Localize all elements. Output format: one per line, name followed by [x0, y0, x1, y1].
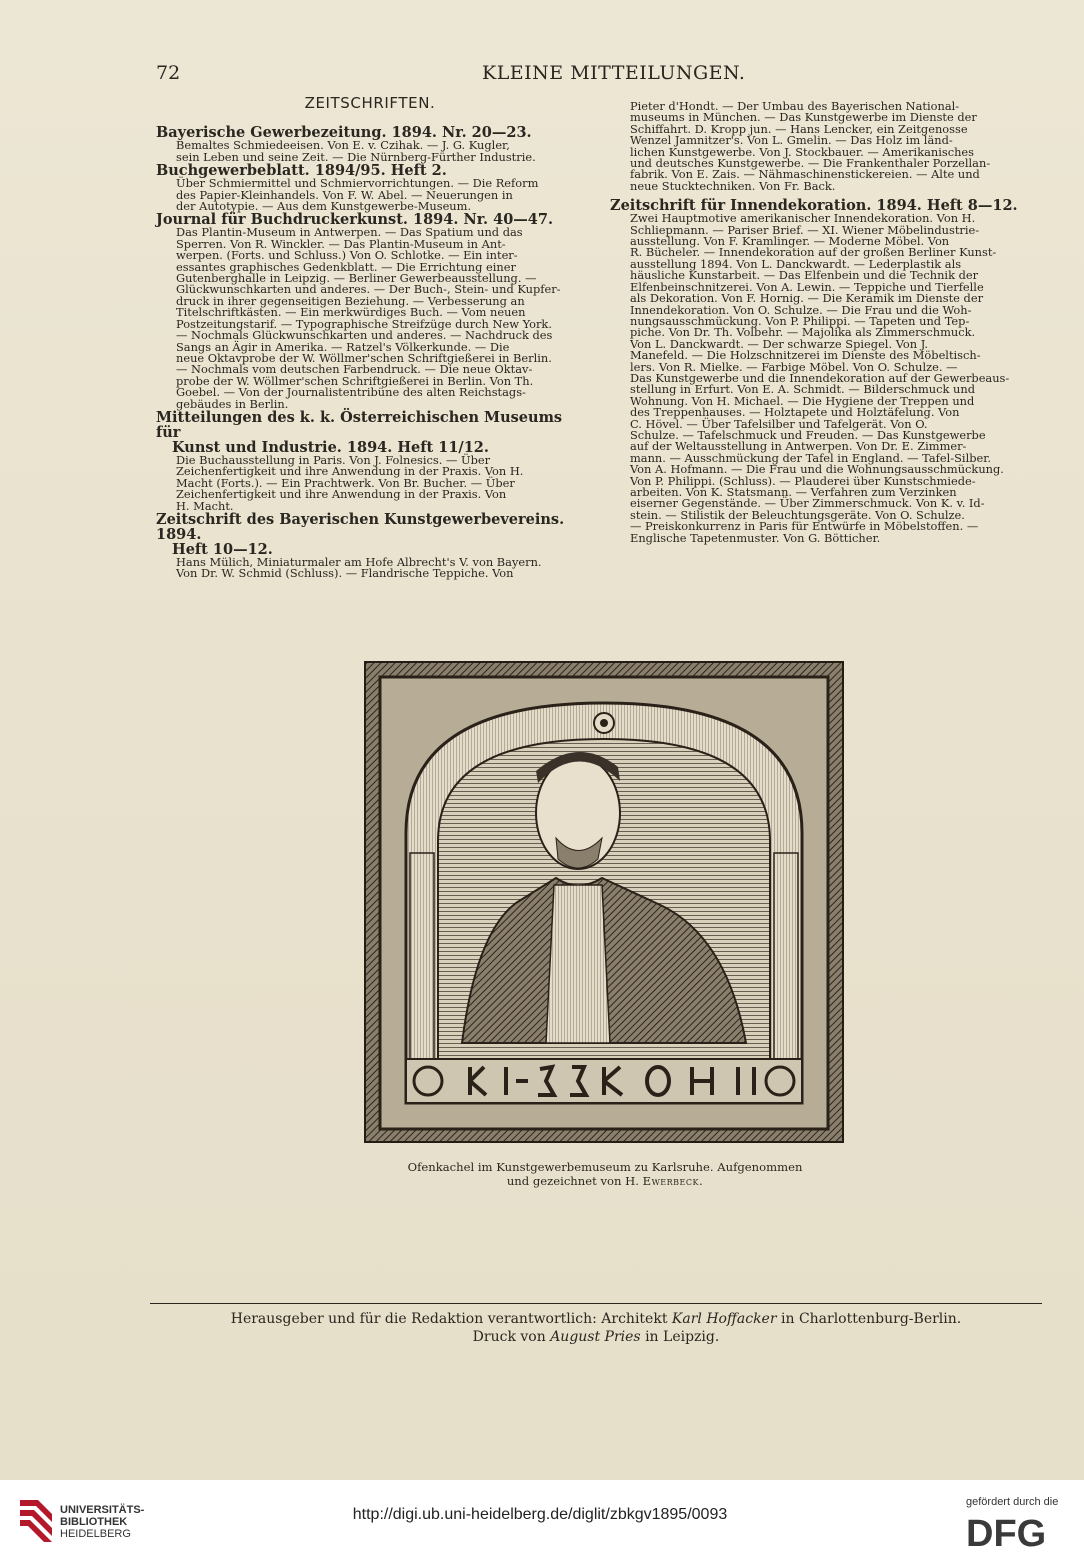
entry-line: Goebel. — Von der Journalistentribüne des alten Reichstags- — [176, 385, 526, 400]
stove-tile-engraving — [364, 661, 844, 1143]
imprint-text: in Charlottenburg-Berlin. — [776, 1311, 962, 1327]
entry-line: Wohnung. Von H. Michael. — Die Hygiene der Treppen und — [630, 393, 975, 408]
entry-line: Macht (Forts.). — Ein Prachtwerk. Von Br. Bucher. — Über — [176, 475, 515, 490]
entry-line: Glückwunschkarten und anderes. — Der Buch-, Stein- und Kupfer- — [176, 282, 561, 297]
entry-line: Das Kunstgewerbe und die Innendekoration auf der Gewerbeaus- — [630, 370, 1010, 385]
entry-line: Englische Tapetenmuster. Von G. Bötticher. — [630, 530, 881, 545]
entry-line: auf der Weltausstellung in Antwerpen. Von Dr. E. Zimmer- — [630, 439, 967, 454]
entry-line: häusliche Kunstarbeit. — Das Elfenbein und die Technik der — [630, 268, 979, 283]
right-column — [610, 101, 1044, 544]
library-name-line: BIBLIOTHEK — [60, 1516, 128, 1528]
permalink-url[interactable]: http://digi.ub.uni-heidelberg.de/diglit/zbkgv1895/0093 — [352, 1506, 728, 1523]
entry-line: Wenzel Jamnitzer's. Von L. Gmelin. — Das Holz im länd- — [630, 133, 953, 148]
entry-line: probe der W. Wöllmer'schen Schriftgießerei in Berlin. Von Th. — [176, 373, 534, 388]
library-name-line: UNIVERSITÄTS- — [60, 1504, 145, 1516]
entry-line: arbeiten. Von K. Statsmann. — Verfahren zum Verzinken — [630, 485, 957, 499]
entry-line: Von P. Philippi. (Schluss). — Plauderei über Kunstschmiede- — [630, 473, 976, 488]
entry-line: Zeichenfertigkeit und ihre Anwendung in der Praxis. Von H. — [176, 464, 524, 479]
entry-line: stein. — Stilistik der Beleuchtungsgeräte. Von O. Schulze. — [630, 507, 965, 522]
entry-line: und deutsches Kunstgewerbe. — Die Frankenthaler Porzellan- — [630, 156, 991, 171]
funded-by-label: gefördert durch die — [966, 1496, 1059, 1508]
figure-caption — [370, 1160, 840, 1188]
entry-line: — Nochmals vom deutschen Farbendruck. — Die neue Oktav- — [176, 362, 533, 377]
entry-line: mann. — Ausschmückung der Tafel in England. — Tafel-Silber. — [630, 450, 992, 465]
entry-line: Schiffahrt. D. Kropp jun. — Hans Lencker, ein Zeitgenosse — [630, 121, 968, 136]
journal-title: Buchgewerbeblatt. 1894/95. Heft 2. — [156, 162, 447, 180]
entry-line: Sperren. Von R. Winckler. — Das Plantin-Museum in Ant- — [176, 236, 506, 251]
entry-line: sein Leben und seine Zeit. — Die Nürnberg-Fürther Industrie. — [176, 149, 536, 164]
entry-line: ausstellung. Von F. Kramlinger. — Moderne Möbel. Von — [630, 234, 950, 249]
imprint-text: Druck von — [472, 1329, 551, 1345]
editor-name: Karl Hoffacker — [671, 1311, 777, 1327]
entry-line: Über Schmiermittel und Schmiervorrichtungen. — Die Reform — [176, 176, 539, 191]
artist-name: Ewerbeck. — [642, 1174, 704, 1188]
entry-line: stellung in Erfurt. Von E. A. Schmidt. — Bilderschmuck und — [630, 382, 976, 397]
entry-line: nungsausschmückung. Von P. Philippi. — Tapeten und Tep- — [630, 313, 970, 328]
university-library-logo-icon — [16, 1496, 56, 1548]
entry-line: Postzeitungstarif. — Typographische Streifzüge durch New York. — [176, 316, 552, 331]
digitization-footer — [0, 1480, 1084, 1565]
entry-line: eiserner Gegenstände. — Über Zimmerschmuck. Von K. v. Id- — [630, 496, 985, 511]
running-title: KLEINE MITTEILUNGEN. — [482, 62, 746, 84]
dfg-logo-text: DFG — [966, 1514, 1047, 1550]
imprint-text: Herausgeber und für die Redaktion verantwortlich: Architekt — [230, 1311, 672, 1327]
entry-line: — Preiskonkurrenz in Paris für Entwürfe in Möbelstoffen. — — [630, 519, 979, 534]
entry-line: Von L. Danckwardt. — Der schwarze Spiegel. Von J. — [630, 336, 928, 351]
entry-line: lers. Von R. Mielke. — Farbige Möbel. Von O. Schulze. — — [630, 359, 958, 374]
journal-title: Journal für Buchdruckerkunst. 1894. Nr. 40—47. — [156, 211, 554, 229]
dfg-logo-icon — [966, 1514, 1070, 1550]
entry-line: Das Plantin-Museum in Antwerpen. — Das Spatium und das — [176, 225, 523, 240]
entry-line: essantes graphisches Gedenkblatt. — Die Errichtung einer — [176, 259, 516, 274]
imprint-rule — [150, 1303, 1042, 1304]
entry-line: neue Stucktechniken. Von Fr. Back. — [630, 178, 836, 193]
entry-line: ausstellung 1894. Von L. Danckwardt. — Lederplastik als — [630, 256, 962, 271]
entry-line: des Papier-Kleinhandels. Von F. W. Abel. — Neuerungen in — [176, 187, 513, 202]
journal-title-line: Heft 10—12. — [172, 540, 273, 558]
entry-line: piche. Von Dr. Th. Volbehr. — Majolika als Zimmerschmuck. — [630, 325, 976, 340]
entry-line: Schulze. — Tafelschmuck und Freuden. — Das Kunstgewerbe — [630, 427, 986, 442]
imprint-text: in Leipzig. — [640, 1329, 720, 1345]
entry-line: — Nochmals Glückwunschkarten und anderes. — Nachdruck des — [176, 328, 553, 343]
journal-title: Zeitschrift für Innendekoration. 1894. Heft 8—12. — [610, 197, 1018, 215]
entry-line: Gutenberghalle in Leipzig. — Berliner Gewerbeausstellung. — — [176, 271, 537, 286]
entry-line: Pieter d'Hondt. — Der Umbau des Bayerischen National- — [630, 99, 960, 113]
imprint-line — [150, 1328, 1042, 1346]
journal-title-line: Zeitschrift des Bayerischen Kunstgewerbevereins. 1894. — [156, 510, 565, 543]
entry-line: als Dekoration. Von F. Hornig. — Die Keramik im Dienste der — [630, 291, 984, 306]
entry-line: C. Hövel. — Über Tafelsilber und Tafelgerät. Von O. — [630, 416, 928, 431]
entry-line: Bemaltes Schmiedeeisen. Von E. v. Czihak. — J. G. Kugler, — [176, 138, 510, 153]
imprint-line — [150, 1310, 1042, 1328]
entry-line: Titelschriftkästen. — Ein merkwürdiges Buch. — Vom neuen — [176, 305, 526, 320]
entry-line: Zwei Hauptmotive amerikanischer Innendekoration. Von H. — [630, 211, 976, 226]
entry-line: Zeichenfertigkeit und ihre Anwendung in der Praxis. Von — [176, 487, 507, 502]
engraving-illustration — [366, 663, 842, 1141]
library-name — [60, 1504, 144, 1540]
entry-line: fabrik. Von E. Zais. — Nähmaschinenstickereien. — Alte und — [630, 167, 980, 182]
entry-line: der Autotypie. — Aus dem Kunstgewerbe-Museum. — [176, 199, 472, 214]
entry-line: gebäudes in Berlin. — [176, 396, 289, 411]
page-number: 72 — [156, 62, 181, 84]
entry-line: Manefeld. — Die Holzschnitzerei im Dienste des Möbeltisch- — [630, 348, 981, 363]
journal-title — [156, 512, 584, 557]
section-title: ZEITSCHRIFTEN. — [304, 94, 436, 112]
entry-line: lichen Kunstgewerbe. Von J. Stockbauer. — Amerikanisches — [630, 144, 975, 159]
journal-title-line: Mitteilungen des k. k. Österreichischen Museums für — [156, 408, 563, 441]
entry-line: Innendekoration. Von O. Schulze. — Die Frau und die Woh- — [630, 302, 972, 317]
entry-line: Schliepmann. — Pariser Brief. — XI. Wiener Möbelindustrie- — [630, 222, 980, 237]
entry-line: Elfenbeinschnitzerei. Von A. Lewin. — Teppiche und Tierfelle — [630, 279, 984, 294]
left-column — [156, 94, 584, 581]
caption-line — [370, 1174, 840, 1188]
entry-line: Von Dr. W. Schmid (Schluss). — Flandrische Teppiche. Von — [176, 566, 514, 581]
entry-line: R. Bücheler. — Innendekoration auf der großen Berliner Kunst- — [630, 245, 997, 260]
entry-line: druck in ihrer gegenseitigen Beziehung. — Verbesserung an — [176, 293, 525, 308]
journal-title: Bayerische Gewerbezeitung. 1894. Nr. 20—23. — [156, 124, 532, 142]
journal-title — [156, 410, 584, 455]
entry-line: Hans Mülich, Miniaturmaler am Hofe Albrecht's V. von Bayern. — [176, 554, 542, 569]
entry-line: H. Macht. — [176, 498, 234, 513]
entry-line: des Treppenhauses. — Holztapete und Holztäfelung. Von — [630, 405, 960, 420]
entry-line: werpen. (Forts. und Schluss.) Von O. Schlotke. — Ein inter- — [176, 248, 518, 263]
caption-line: Ofenkachel im Kunstgewerbemuseum zu Karlsruhe. Aufgenommen — [407, 1160, 803, 1174]
entry-line: Die Buchausstellung in Paris. Von J. Folnesics. — Über — [176, 452, 491, 467]
imprint — [150, 1310, 1042, 1346]
entry-line: Von A. Hofmann. — Die Frau und die Wohnungsausschmückung. — [630, 462, 1004, 477]
entry-line: Sangs an Ägir in Amerika. — Ratzel's Völkerkunde. — Die — [176, 339, 510, 354]
journal-title-line: Kunst und Industrie. 1894. Heft 11/12. — [172, 438, 489, 456]
entry-line: neue Oktavprobe der W. Wöllmer'schen Schriftgießerei in Berlin. — [176, 350, 552, 365]
caption-text: und gezeichnet von H. — [506, 1174, 643, 1188]
entry-line: museums in München. — Das Kunstgewerbe im Dienste der — [630, 110, 977, 125]
printer-name: August Pries — [550, 1329, 641, 1345]
library-name-line: HEIDELBERG — [60, 1528, 131, 1540]
